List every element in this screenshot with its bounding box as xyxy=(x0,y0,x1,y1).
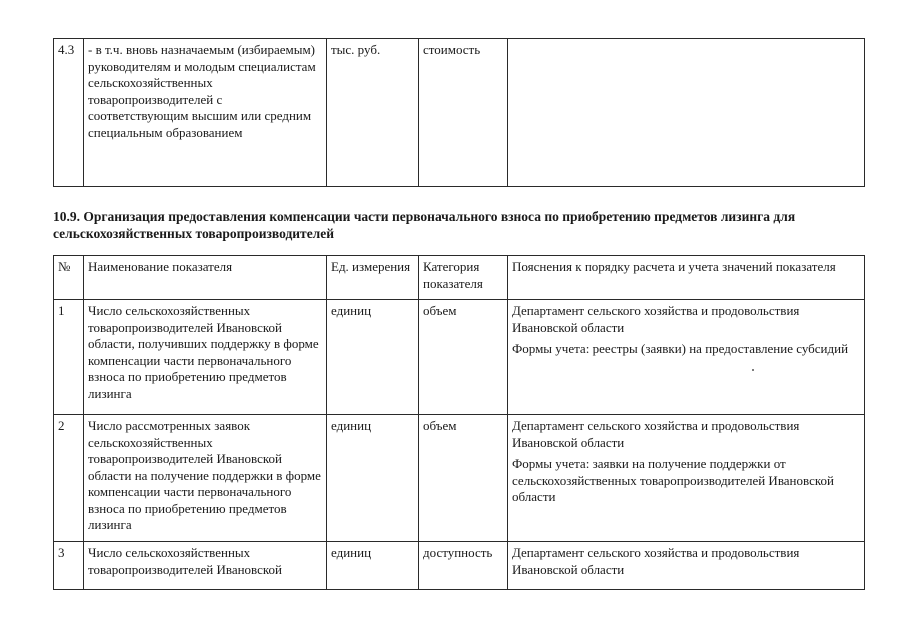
continuation-table xyxy=(53,38,865,187)
indicator-notes xyxy=(508,415,865,542)
indicator-category: стоимость xyxy=(419,39,508,187)
indicator-category: доступность xyxy=(419,542,508,590)
indicator-name: Число рассмотренных заявок сельскохозяйственных товаропроизводителей Ивановской области на получение поддержки в форме компенсации части первоначального взноса по приобретению предметов лизинга xyxy=(84,415,327,542)
accounting-forms: Формы учета: заявки на получение поддержки от сельскохозяйственных товаропроизводителей Ивановской области xyxy=(512,456,834,504)
indicator-notes xyxy=(508,300,865,415)
indicator-name: Число сельскохозяйственных товаропроизводителей Ивановской xyxy=(84,542,327,590)
section-heading: 10.9. Организация предоставления компенсации части первоначального взноса по приобретению предметов лизинга для сельскохозяйственных товаропроизводителей xyxy=(53,209,796,241)
responsible-department: Департамент сельского хозяйства и продовольствия Ивановской области xyxy=(512,545,800,577)
header-name: Наименование показателя xyxy=(84,256,327,300)
indicator-name: Число сельскохозяйственных товаропроизводителей Ивановской области, получивших поддержку в форме компенсации части первоначального взноса по приобретению предметов лизинга xyxy=(84,300,327,415)
table-row xyxy=(54,542,865,590)
row-number: 4.3 xyxy=(54,39,84,187)
unit-of-measure: единиц xyxy=(327,542,419,590)
indicator-notes xyxy=(508,39,865,187)
indicator-name: - в т.ч. вновь назначаемым (избираемым) руководителям и молодым специалистам сельскохозяйственных товаропроизводителей с соответствующим высшим или средним специальным образованием xyxy=(84,39,327,187)
indicator-category: объем xyxy=(419,300,508,415)
indicator-notes xyxy=(508,542,865,590)
indicators-table xyxy=(53,255,865,590)
scan-speck xyxy=(752,369,754,371)
table-row xyxy=(54,415,865,542)
header-num: № xyxy=(54,256,84,300)
unit-of-measure: тыс. руб. xyxy=(327,39,419,187)
unit-of-measure: единиц xyxy=(327,415,419,542)
accounting-forms: Формы учета: реестры (заявки) на предоставление субсидий xyxy=(512,341,849,356)
table-header-row xyxy=(54,256,865,300)
responsible-department: Департамент сельского хозяйства и продовольствия Ивановской области xyxy=(512,418,800,450)
responsible-department: Департамент сельского хозяйства и продовольствия Ивановской области xyxy=(512,303,800,335)
indicator-category: объем xyxy=(419,415,508,542)
header-category: Категория показателя xyxy=(419,256,508,300)
header-notes: Пояснения к порядку расчета и учета значений показателя xyxy=(508,256,865,300)
row-number: 3 xyxy=(54,542,84,590)
header-unit: Ед. измерения xyxy=(327,256,419,300)
table-row xyxy=(54,39,865,187)
row-number: 1 xyxy=(54,300,84,415)
table-row xyxy=(54,300,865,415)
row-number: 2 xyxy=(54,415,84,542)
unit-of-measure: единиц xyxy=(327,300,419,415)
